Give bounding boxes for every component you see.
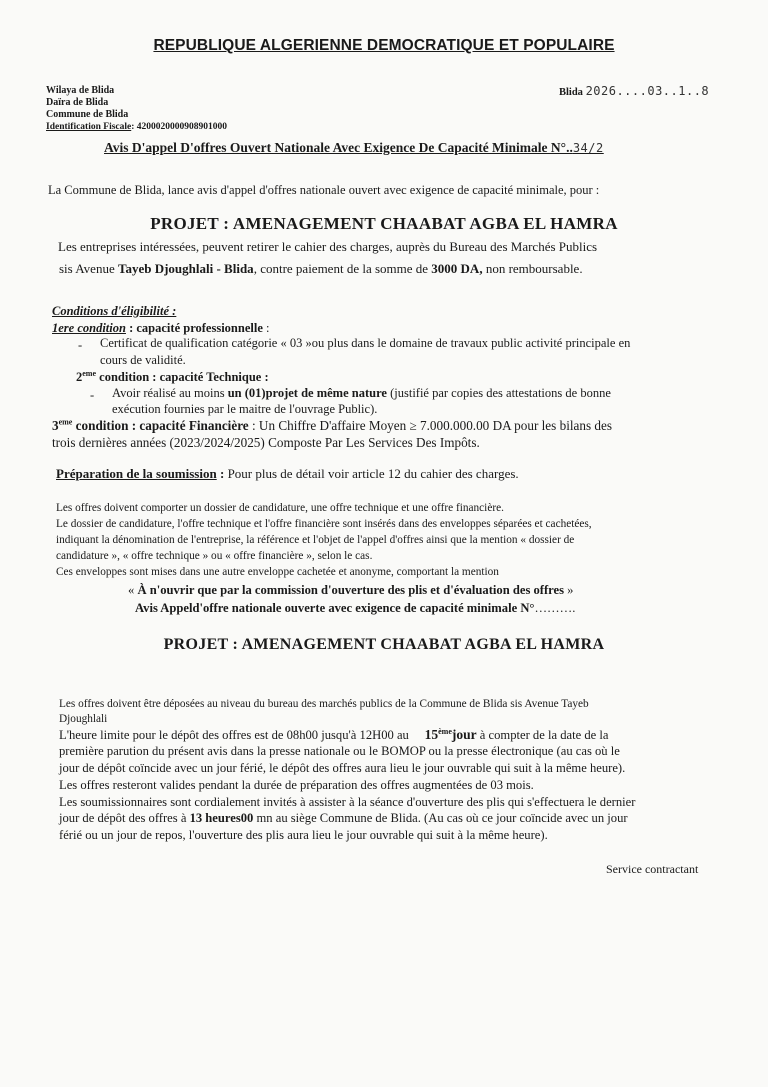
retrait-line-1: Les entreprises intéressées, peuvent retirer le cahier des charges, auprès du Bureau des Marchés Publics (58, 239, 598, 254)
preparation-line: Préparation de la soumission : Pour plus de détail voir article 12 du cahier des charges. (56, 466, 519, 481)
preparation-heading: Préparation de la soumission (56, 466, 217, 481)
wilaya-line: Wilaya de Blida (46, 85, 115, 96)
depot-line-5: jour de dépôt coïncide avec un jour férié, le dépôt des offres aura lieu le jour ouvrable qui suit à la même heure). (59, 761, 626, 775)
mention-line-2: Avis Appeld'offre nationale ouverte avec exigence de capacité minimale N°………. (135, 601, 576, 615)
handwritten-date: 2026....03..1..8 (585, 84, 710, 98)
fiscal-id-value: : 420002000090890100​0 (131, 121, 228, 132)
depot-line-4: première parution du présent avis dans la presse nationale ou le BOMOP ou la presse électronique (au cas où le (59, 744, 620, 758)
avis-title-text: Avis D'appel D'offres Ouvert Nationale Avec Exigence De Capacité Minimale N°.. (104, 140, 573, 155)
handwritten-avis-number: 34/2 (572, 141, 604, 155)
fiscal-id-label: Identification Fiscale (46, 121, 132, 132)
condition-3-line-2: trois dernières années (2023/2024/2025) Composte Par Les Services Des Impôts. (52, 435, 480, 450)
place-label: Blida (559, 87, 583, 98)
depot-line-3: L'heure limite pour le dépôt des offres est de 08h00 jusqu'à 12H00 au 15èmejour à compter de la date de la (59, 726, 609, 742)
price-bold: 3000 DA, (431, 261, 483, 276)
offres-line-1: Les offres doivent comporter un dossier de candidature, une offre technique et une offre financière. (56, 502, 504, 514)
depot-line-8: jour de dépôt des offres à 13 heures00 mn au siège Commune de Blida. (Au cas où ce jour coïncide avec un jour (59, 811, 628, 825)
offres-line-4: candidature », « offre technique » ou « offre financière », selon le cas. (56, 550, 373, 562)
address-bold: Tayeb Djoughlali - Blida (117, 261, 254, 276)
depot-line-1: Les offres doivent être déposées au niveau du bureau des marchés publics de la Commune de Blida sis Avenue Tayeb (59, 698, 589, 710)
depot-line-7: Les soumissionnaires sont cordialement invités à assister à la séance d'ouverture des plis qui s'effectuera le dernier (59, 795, 636, 809)
project-title-1: PROJET : AMENAGEMENT CHAABAT AGBA EL HAMRA (150, 214, 618, 233)
signature-service: Service contractant (606, 862, 699, 876)
depot-line-2: Djoughlali (59, 713, 108, 725)
avis-title (104, 139, 604, 157)
depot-line-9: férié ou un jour de repos, l'ouverture des plis aura lieu le jour ouvrable qui suit à la même heure). (59, 828, 548, 842)
condition-3: 3eme condition : capacité Financière : Un Chiffre D'affaire Moyen ≥ 7.000.000.00 DA pour les bilans des (52, 417, 612, 433)
condition-2-item-line-2: exécution fournies par le maitre de l'ouvrage Public). (112, 402, 378, 416)
retrait-line-2: sis Avenue Tayeb Djoughlali - Blida, contre paiement de la somme de 3000 DA, non remboursable. (59, 261, 583, 276)
condition-2: 2eme condition : capacité Technique : (76, 369, 269, 385)
condition-1-item-line-1: Certificat de qualification catégorie « 03 »ou plus dans le domaine de travaux public activité principale en (100, 336, 631, 350)
commune-line: Commune de Blida (46, 109, 129, 121)
dash-bullet: - (90, 388, 95, 402)
fiscal-id-line (46, 122, 227, 134)
depot-line-6: Les offres resteront valides pendant la durée de préparation des offres augmentées de 03 mois. (59, 778, 534, 792)
intro-paragraph: La Commune de Blida, lance avis d'appel d'offres nationale ouvert avec exigence de capacité minimale, pour : (48, 183, 600, 197)
offres-line-3: indiquant la dénomination de l'entreprise, la référence et l'objet de l'appel d'offres ainsi que la mention « dossier de (56, 534, 575, 546)
offres-line-5: Ces enveloppes sont mises dans une autre enveloppe cachetée et anonyme, comportant la mention (56, 566, 499, 578)
condition-2-item-line-1: Avoir réalisé au moins un (01)projet de même nature (justifié par copies des attestations de bonne (112, 386, 611, 400)
condition-1-label: 1ere condition (52, 321, 126, 335)
condition-1-title: : capacité professionnelle (125, 321, 263, 335)
offres-line-2: Le dossier de candidature, l'offre technique et l'offre financière sont insérés dans des enveloppes séparées et cachetées, (56, 518, 592, 530)
daira-line: Daïra de Blida (46, 97, 109, 109)
dash-bullet: - (78, 338, 83, 352)
condition-1-item-line-2: cours de validité. (100, 353, 186, 367)
mention-line-1: « À n'ouvrir que par la commission d'ouverture des plis et d'évaluation des offres » (128, 583, 574, 597)
republic-title: REPUBLIQUE ALGERIENNE DEMOCRATIQUE ET POPULAIRE (153, 37, 615, 54)
condition-1: 1ere condition : capacité professionnelle : (52, 321, 270, 335)
project-title-2: PROJET : AMENAGEMENT CHAABAT AGBA EL HAMRA (163, 636, 605, 653)
conditions-heading: Conditions d'éligibilité : (52, 304, 177, 318)
place-date (559, 84, 709, 100)
administration-block (46, 85, 227, 133)
